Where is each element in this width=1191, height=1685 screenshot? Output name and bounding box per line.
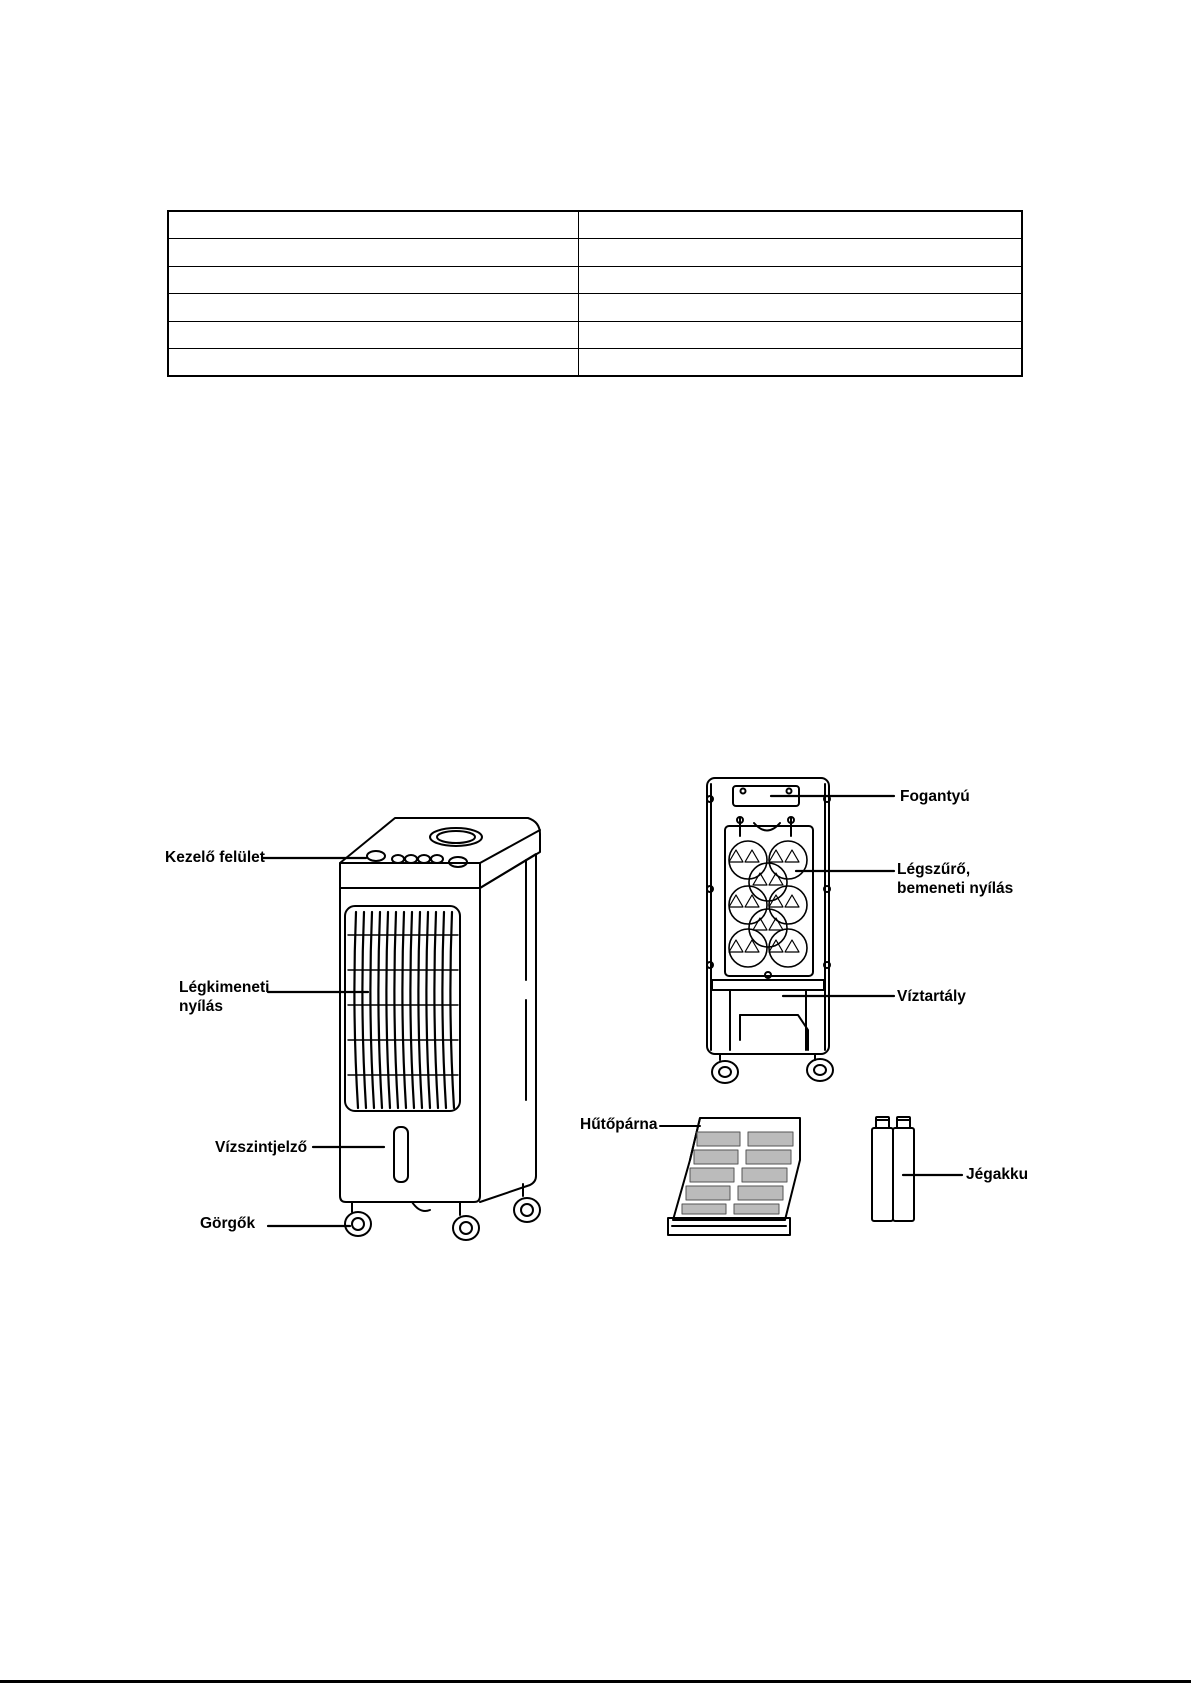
caster-icon [453,1202,479,1240]
cooling-pad [668,1118,800,1235]
label-casters: Görgők [200,1215,256,1232]
label-air-outlet-line2: nyílás [179,998,223,1015]
label-air-outlet-line1: Légkimeneti [179,979,270,996]
label-water-level: Vízszintjelző [215,1139,308,1156]
label-cooling-pad: Hűtőpárna [580,1116,658,1133]
back-view-unit [707,778,833,1083]
page-bottom-rule [0,1680,1191,1683]
label-air-outlet [179,978,269,1016]
label-handle: Fogantyú [900,788,970,805]
caster-icon [345,1202,371,1236]
ice-pack-icon [872,1117,914,1221]
label-control-panel: Kezelő felület [165,849,265,866]
label-ice-pack: Jégakku [966,1166,1029,1183]
label-air-filter-line2: bemeneti nyílás [897,880,1014,897]
front-view-unit [340,818,540,1240]
label-air-filter-line1: Légszűrő, [897,861,971,878]
label-air-filter [897,860,1013,898]
label-water-tank: Víztartály [897,988,966,1005]
leader-lines-front [263,858,384,1226]
